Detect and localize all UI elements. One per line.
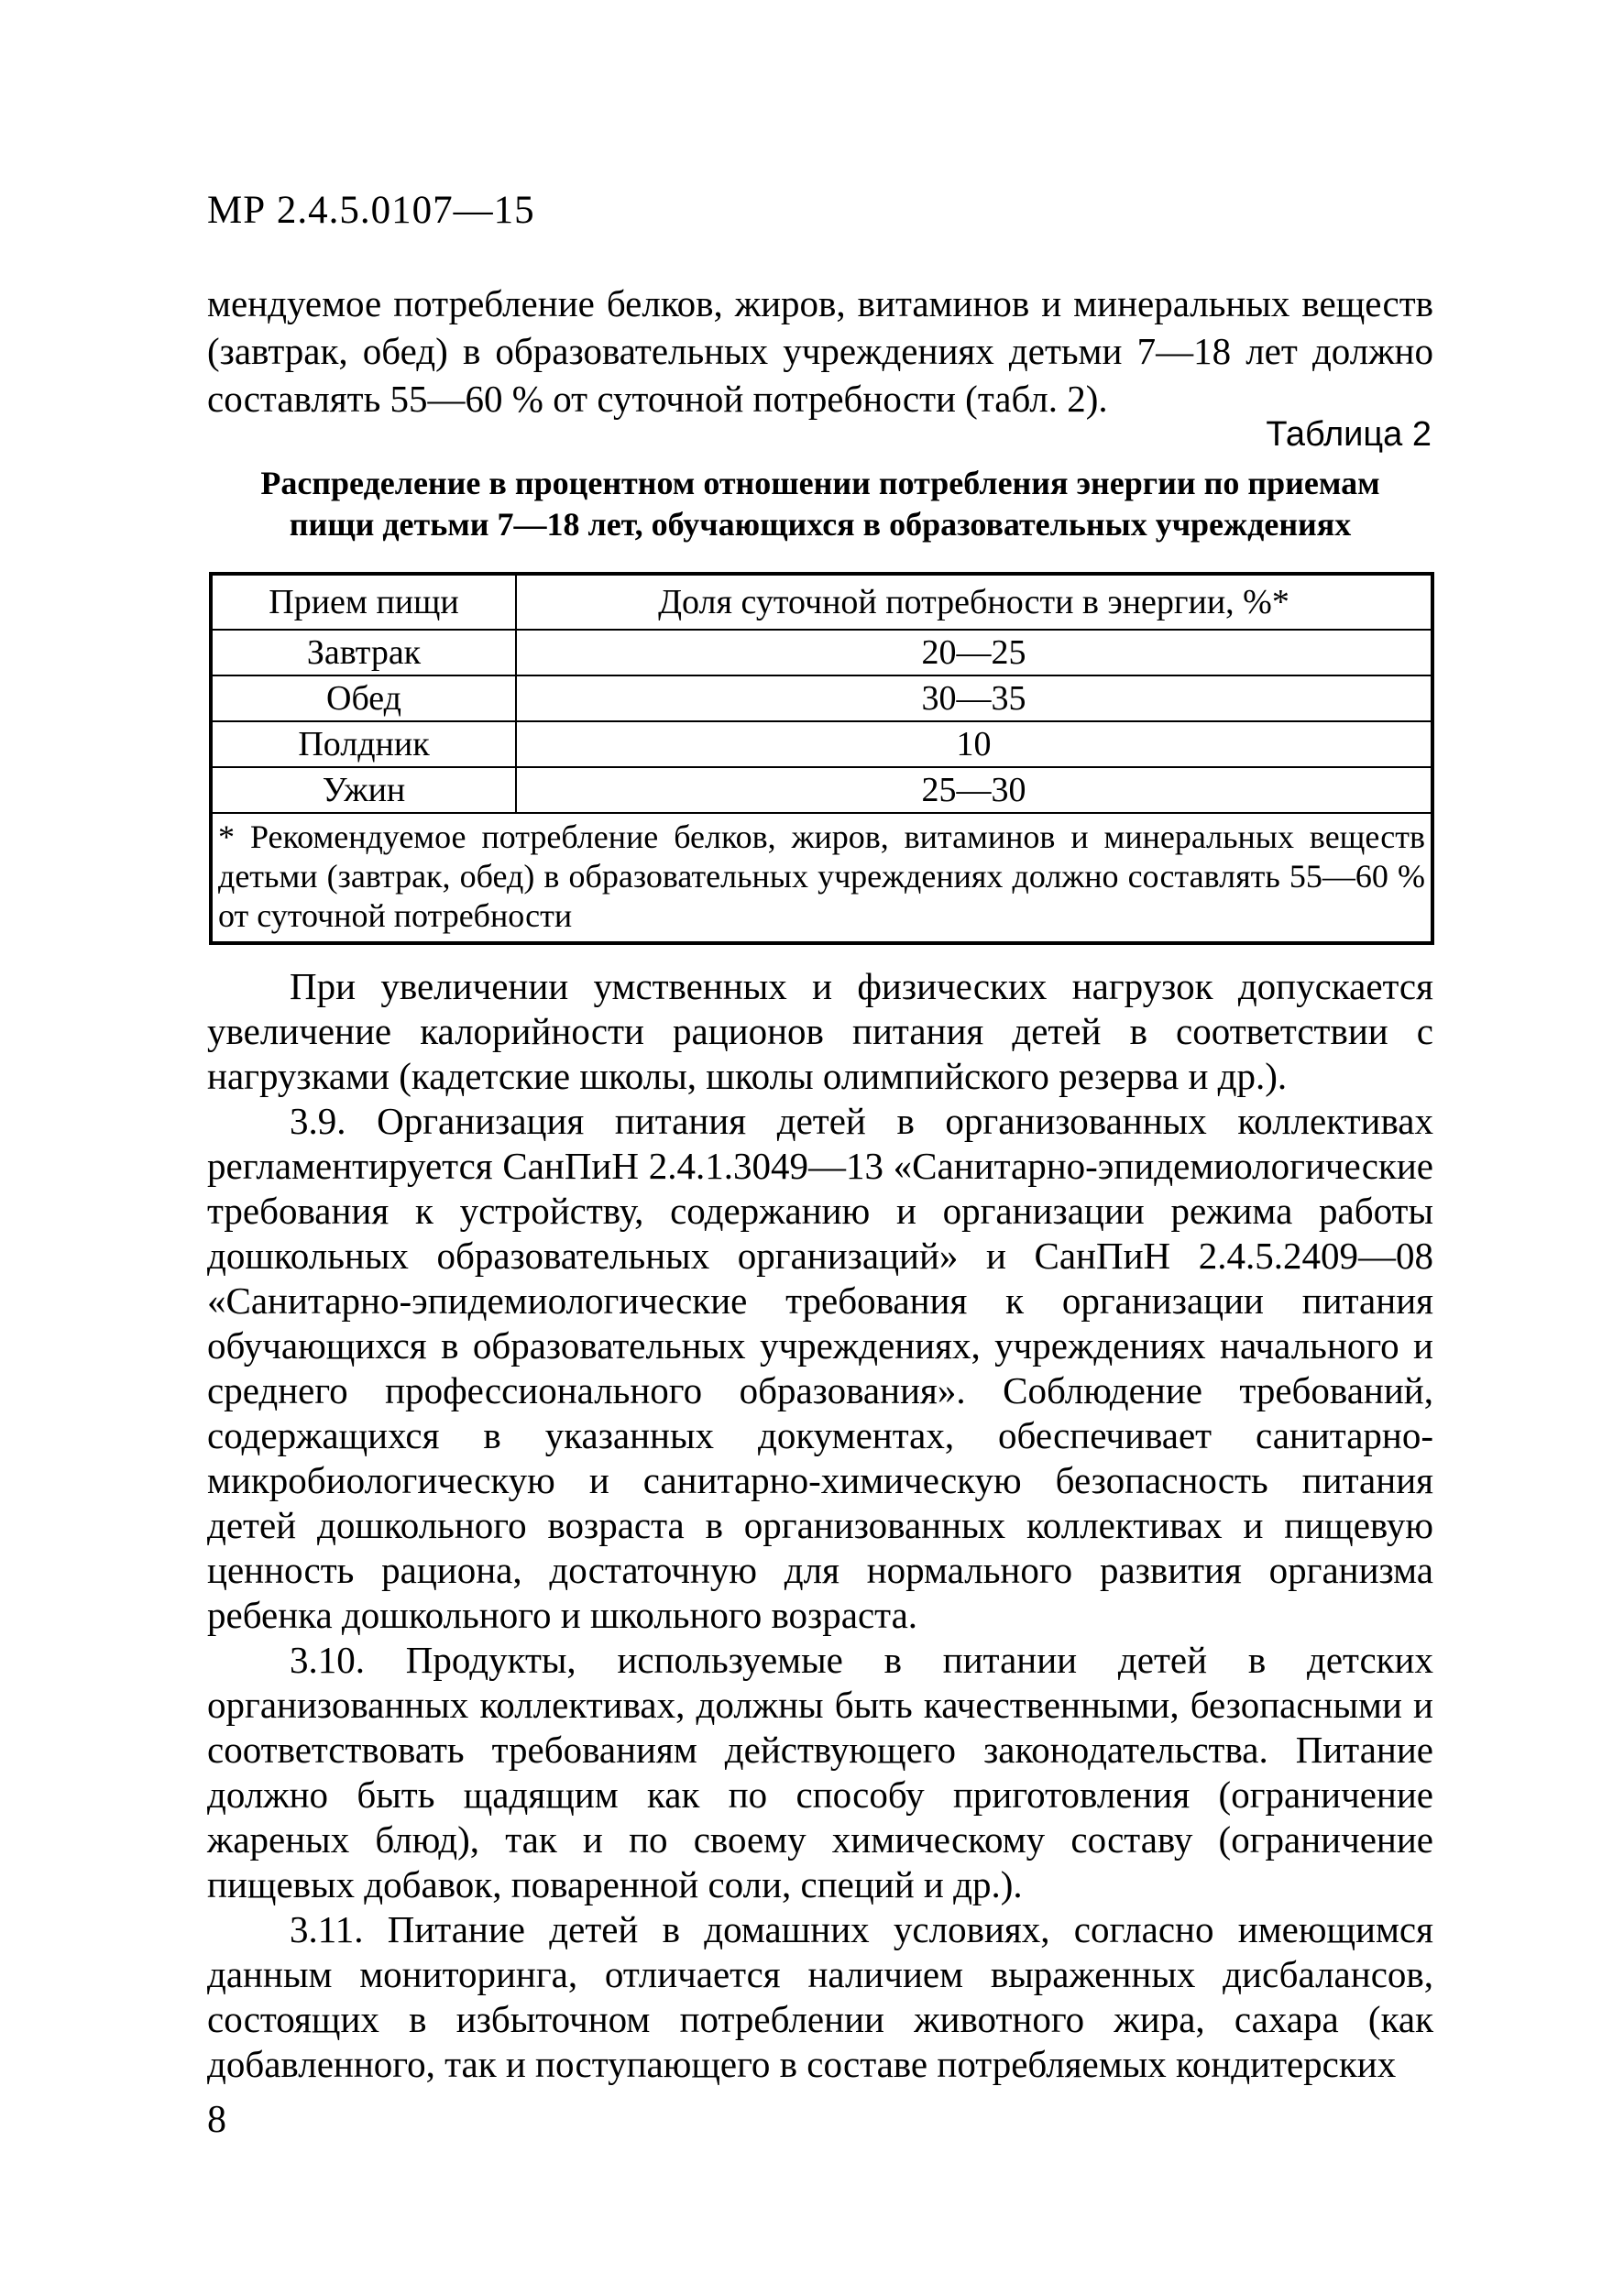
share-cell: 30—35: [516, 675, 1432, 721]
paragraph-3-10: 3.10. Продукты, используемые в питании детей в детских организованных коллективах, должны быть качественными, безопасными и соответствовать требованиям действующего законодательства. Питание должно быть щадящим как по способу приготовления (ограничение жареных блюд), так и по своему химическому составу (ограничение пищевых добавок, поваренной соли, специй и др.).: [207, 1639, 1433, 1905]
share-cell: 20—25: [516, 630, 1432, 675]
paragraph-load-increase: При увеличении умственных и физических нагрузок допускается увеличение калорийности рационов питания детей в соответствии с нагрузками (кадетские школы, школы олимпийского резерва и др.).: [207, 965, 1433, 1097]
share-cell: 25—30: [516, 767, 1432, 813]
paragraph-3-9: 3.9. Организация питания детей в организованных коллективах регламентируется СанПиН 2.4.1.3049—13 «Санитарно-эпидемиологические требования к устройству, содержанию и организации режима работы дошкольных образовательных организаций» и СанПиН 2.4.5.2409—08 «Санитарно-эпидемиологические требования к организации питания обучающихся в образовательных учреждениях, учреждениях начального и среднего профессионального образования». Соблюдение требований, содержащихся в указанных документах, обеспечивает санитарно-микробиологическую и санитарно-химическую безопасность питания детей дошкольного возраста в организованных коллективах и пищевую ценность рациона, достаточную для нормального развития организма ребенка дошкольного и школьного возраста.: [207, 1100, 1433, 1636]
intro-paragraph: мендуемое потребление белков, жиров, витаминов и минеральных веществ (завтрак, обед) в образовательных учреждениях детьми 7—18 лет должно составлять 55—60 % от суточной потребности (табл. 2).: [207, 282, 1433, 420]
meal-cell: Ужин: [211, 767, 516, 813]
table-row: [211, 767, 1432, 813]
table-row: [211, 630, 1432, 675]
body-text: [207, 964, 1433, 2087]
table-header-row: [211, 574, 1432, 630]
table-label: Таблица 2: [1266, 415, 1432, 454]
share-cell: 10: [516, 721, 1432, 767]
meal-cell: Завтрак: [211, 630, 516, 675]
table-title: [207, 463, 1433, 545]
table-row: [211, 675, 1432, 721]
page-number: 8: [207, 2099, 226, 2141]
table-title-line-1: Распределение в процентном отношении потребления энергии по приемам: [260, 465, 1380, 501]
meal-cell: Обед: [211, 675, 516, 721]
energy-distribution-table: [209, 572, 1434, 945]
column-header-meal: Прием пищи: [211, 574, 516, 630]
table-row: [211, 721, 1432, 767]
paragraph-3-11: 3.11. Питание детей в домашних условиях, согласно имеющимся данным мониторинга, отличается наличием выраженных дисбалансов, состоящих в избыточном потреблении животного жира, сахара (как добавленного, так и поступающего в составе потребляемых кондитерских: [207, 1908, 1433, 2085]
table-footnote-row: [211, 813, 1432, 943]
document-code: МР 2.4.5.0107—15: [207, 189, 535, 232]
column-header-energy-share: Доля суточной потребности в энергии, %*: [516, 574, 1432, 630]
table-title-line-2: пищи детьми 7—18 лет, обучающихся в образовательных учреждениях: [289, 506, 1352, 543]
meal-cell: Полдник: [211, 721, 516, 767]
table-footnote: * Рекомендуемое потребление белков, жиров, витаминов и минеральных веществ детьми (завтрак, обед) в образовательных учреждениях должно составлять 55—60 % от суточной потребности: [211, 813, 1432, 943]
